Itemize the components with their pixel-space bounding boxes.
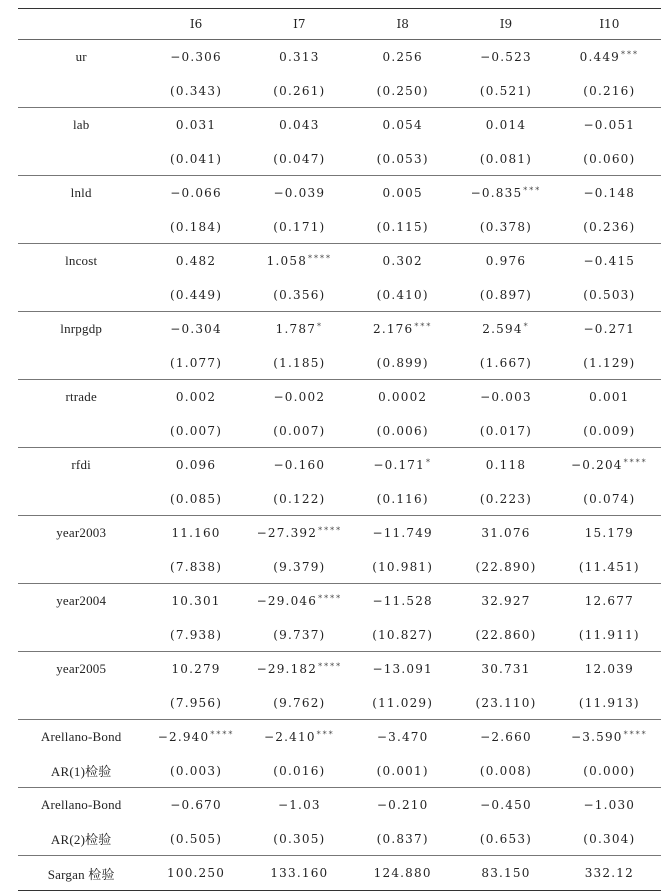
coef-cell [144, 448, 247, 483]
coef-value: −2.940 [157, 730, 210, 744]
coef-value: 30.731 [481, 662, 531, 676]
std-error-cell: (0.261) [248, 74, 351, 108]
variable-label: year2004 [56, 593, 107, 608]
coef-cell [454, 788, 557, 823]
coef-value: −11.528 [372, 594, 433, 608]
variable-label-2 [18, 210, 144, 244]
coef-value: −0.271 [583, 322, 636, 336]
std-error-cell: (0.016) [248, 754, 351, 788]
se-row [18, 210, 661, 244]
coef-cell [558, 40, 661, 75]
coef-cell [454, 584, 557, 619]
regression-table-container [18, 8, 661, 891]
coef-value: −0.306 [170, 50, 222, 64]
coef-cell [454, 380, 557, 415]
coef-cell [248, 652, 351, 687]
std-error-cell: (0.003) [144, 754, 247, 788]
std-error-cell: (0.001) [351, 754, 454, 788]
std-error-cell: (0.343) [144, 74, 247, 108]
coef-value: 12.039 [584, 662, 634, 676]
coef-cell [144, 788, 247, 823]
coef-cell [454, 652, 557, 687]
table-body [18, 40, 661, 891]
coef-cell [351, 788, 454, 823]
std-error-cell: (0.081) [454, 142, 557, 176]
header-cell: I6 [144, 9, 247, 40]
coef-row [18, 448, 661, 483]
coef-row [18, 652, 661, 687]
coef-value: −0.523 [480, 50, 532, 64]
std-error-cell: (0.115) [351, 210, 454, 244]
std-error-cell: (0.503) [558, 278, 661, 312]
std-error-cell: (11.911) [558, 618, 661, 652]
variable-label-2 [18, 686, 144, 720]
coef-value: 32.927 [481, 594, 531, 608]
std-error-cell: (10.827) [351, 618, 454, 652]
std-error-cell: (1.129) [558, 346, 661, 380]
header-cell: I10 [558, 9, 661, 40]
coef-value: −13.091 [372, 662, 433, 676]
coef-value: 10.301 [171, 594, 221, 608]
coef-cell [144, 312, 247, 347]
std-error-cell: (0.007) [248, 414, 351, 448]
coef-cell [558, 584, 661, 619]
variable-label: rtrade [65, 389, 97, 404]
coef-value: 11.160 [171, 526, 221, 540]
coef-cell [351, 108, 454, 143]
coef-cell [248, 380, 351, 415]
coef-cell [144, 380, 247, 415]
coef-cell [454, 516, 557, 551]
coef-cell [454, 108, 557, 143]
coef-value: −1.030 [583, 798, 636, 812]
coef-cell [248, 176, 351, 211]
std-error-cell: (0.007) [144, 414, 247, 448]
coef-value: −0.171 [373, 458, 425, 472]
se-row [18, 618, 661, 652]
header-cell: I7 [248, 9, 351, 40]
std-error-cell: (9.379) [248, 550, 351, 584]
coef-value: 0.449 [579, 50, 620, 64]
coef-cell [144, 720, 247, 755]
coef-cell [248, 448, 351, 483]
coef-value: 0.043 [279, 118, 320, 132]
coef-cell [351, 176, 454, 211]
coef-value: −0.415 [583, 254, 636, 268]
significance-stars: **** [623, 730, 648, 739]
sargan-cell: 332.12 [558, 856, 661, 891]
std-error-cell: (0.899) [351, 346, 454, 380]
coef-row [18, 720, 661, 755]
coef-value: −2.410 [264, 730, 316, 744]
coef-value: −0.160 [273, 458, 326, 472]
std-error-cell: (22.890) [454, 550, 557, 584]
coef-value: −3.470 [376, 730, 429, 744]
coef-cell [558, 720, 661, 755]
coef-value: 0.014 [485, 118, 527, 132]
coef-value: −0.204 [571, 458, 623, 472]
std-error-cell: (0.356) [248, 278, 351, 312]
coef-cell [144, 516, 247, 551]
header-cell: I8 [351, 9, 454, 40]
std-error-cell: (0.236) [558, 210, 661, 244]
coef-cell [558, 244, 661, 279]
coef-value: −11.749 [372, 526, 433, 540]
significance-stars: **** [308, 254, 333, 263]
coef-value: 10.279 [171, 662, 221, 676]
std-error-cell: (0.006) [351, 414, 454, 448]
variable-label-2: AR(2)检验 [18, 822, 144, 856]
variable-label-2 [18, 74, 144, 108]
coef-value: 15.179 [584, 526, 634, 540]
coef-value: 31.076 [481, 526, 531, 540]
coef-cell [144, 652, 247, 687]
std-error-cell: (0.017) [454, 414, 557, 448]
significance-stars: *** [316, 730, 335, 739]
coef-cell [454, 448, 557, 483]
coef-cell [558, 788, 661, 823]
std-error-cell: (7.956) [144, 686, 247, 720]
significance-stars: **** [210, 730, 235, 739]
variable-label: Arellano-Bond [40, 729, 122, 744]
significance-stars: *** [414, 322, 433, 331]
coef-value: −29.182 [256, 662, 318, 676]
coef-cell [144, 176, 247, 211]
coef-value: −27.392 [256, 526, 318, 540]
coef-value: 1.058 [266, 254, 308, 268]
table-header [18, 9, 661, 40]
coef-cell [558, 380, 661, 415]
std-error-cell: (0.223) [454, 482, 557, 516]
std-error-cell: (0.653) [454, 822, 557, 856]
coef-cell [351, 380, 454, 415]
coef-value: 0.002 [175, 390, 217, 404]
variable-label-2 [18, 414, 144, 448]
header-cell [18, 9, 144, 40]
coef-cell [351, 40, 454, 75]
se-row [18, 482, 661, 516]
std-error-cell: (0.505) [144, 822, 247, 856]
significance-stars: **** [318, 594, 343, 603]
header-cell: I9 [454, 9, 557, 40]
std-error-cell: (0.410) [351, 278, 454, 312]
sargan-cell: 133.160 [248, 856, 351, 891]
se-row [18, 414, 661, 448]
variable-label-2 [18, 550, 144, 584]
coef-cell [558, 312, 661, 347]
variable-label: rfdi [71, 457, 91, 472]
coef-cell [558, 516, 661, 551]
se-row [18, 142, 661, 176]
coef-row [18, 788, 661, 823]
coef-value: 0.001 [589, 390, 630, 404]
coef-cell [558, 448, 661, 483]
significance-stars: **** [318, 526, 343, 535]
se-row [18, 822, 661, 856]
sargan-row [18, 856, 661, 891]
variable-label: lnld [70, 185, 92, 200]
variable-label: lncost [65, 253, 98, 268]
coef-value: 0.005 [382, 186, 423, 200]
coef-cell [144, 40, 247, 75]
se-row [18, 550, 661, 584]
coef-cell [454, 40, 557, 75]
std-error-cell: (11.451) [558, 550, 661, 584]
coef-cell [248, 720, 351, 755]
std-error-cell: (0.000) [558, 754, 661, 788]
coef-cell [454, 244, 557, 279]
std-error-cell: (0.521) [454, 74, 557, 108]
coef-value: −1.03 [277, 798, 321, 812]
std-error-cell: (0.074) [558, 482, 661, 516]
std-error-cell: (23.110) [454, 686, 557, 720]
significance-stars: **** [318, 662, 343, 671]
coef-value: −0.003 [480, 390, 532, 404]
se-row [18, 754, 661, 788]
coef-cell [248, 584, 351, 619]
coef-value: 2.594 [482, 322, 523, 336]
coef-cell [248, 788, 351, 823]
variable-label: ur [75, 49, 87, 64]
std-error-cell: (0.837) [351, 822, 454, 856]
std-error-cell: (0.216) [558, 74, 661, 108]
sargan-cell: 83.150 [454, 856, 557, 891]
coef-value: 1.787 [275, 322, 317, 336]
coef-value: 0.313 [279, 50, 320, 64]
std-error-cell: (0.047) [248, 142, 351, 176]
variable-label-2 [18, 346, 144, 380]
variable-label: year2005 [56, 661, 107, 676]
std-error-cell: (0.041) [144, 142, 247, 176]
coef-row [18, 108, 661, 143]
std-error-cell: (11.029) [351, 686, 454, 720]
coef-row [18, 176, 661, 211]
coef-cell [351, 244, 454, 279]
std-error-cell: (0.053) [351, 142, 454, 176]
coef-value: −0.051 [583, 118, 636, 132]
coef-cell [351, 516, 454, 551]
coef-value: −0.039 [273, 186, 326, 200]
std-error-cell: (0.250) [351, 74, 454, 108]
coef-value: −0.066 [170, 186, 222, 200]
variable-label-2: AR(1)检验 [18, 754, 144, 788]
coef-cell [248, 40, 351, 75]
se-row [18, 686, 661, 720]
significance-stars: * [317, 322, 324, 331]
coef-value: −0.450 [480, 798, 532, 812]
coef-value: 0.0002 [378, 390, 428, 404]
coef-cell [351, 652, 454, 687]
coef-row [18, 516, 661, 551]
std-error-cell: (9.737) [248, 618, 351, 652]
variable-label: year2003 [56, 525, 107, 540]
std-error-cell: (0.060) [558, 142, 661, 176]
se-row [18, 346, 661, 380]
coef-cell [248, 108, 351, 143]
coef-value: 0.054 [382, 118, 423, 132]
coef-cell [144, 108, 247, 143]
sargan-cell: 124.880 [351, 856, 454, 891]
std-error-cell: (0.171) [248, 210, 351, 244]
coef-cell [351, 584, 454, 619]
coef-value: 0.482 [175, 254, 217, 268]
std-error-cell: (0.304) [558, 822, 661, 856]
std-error-cell: (0.122) [248, 482, 351, 516]
variable-label: lab [72, 117, 90, 132]
significance-stars: * [523, 322, 530, 331]
significance-stars: * [425, 458, 432, 467]
sargan-cell: 100.250 [144, 856, 247, 891]
coef-cell [351, 312, 454, 347]
coef-value: −0.148 [583, 186, 636, 200]
std-error-cell: (22.860) [454, 618, 557, 652]
std-error-cell: (0.184) [144, 210, 247, 244]
std-error-cell: (7.838) [144, 550, 247, 584]
std-error-cell: (0.449) [144, 278, 247, 312]
std-error-cell: (9.762) [248, 686, 351, 720]
coef-value: 0.976 [485, 254, 527, 268]
std-error-cell: (1.077) [144, 346, 247, 380]
std-error-cell: (0.305) [248, 822, 351, 856]
coef-value: 0.096 [175, 458, 217, 472]
variable-label-2 [18, 482, 144, 516]
variable-label: lnrpgdp [60, 321, 103, 336]
std-error-cell: (7.938) [144, 618, 247, 652]
variable-label-2 [18, 278, 144, 312]
std-error-cell: (1.185) [248, 346, 351, 380]
std-error-cell: (0.085) [144, 482, 247, 516]
coef-cell [454, 176, 557, 211]
coef-value: 0.256 [382, 50, 423, 64]
std-error-cell: (1.667) [454, 346, 557, 380]
coef-cell [144, 584, 247, 619]
coef-cell [454, 312, 557, 347]
coef-value: −0.835 [470, 186, 523, 200]
coef-value: −0.210 [376, 798, 429, 812]
coef-value: 12.677 [584, 594, 634, 608]
coef-value: 2.176 [372, 322, 414, 336]
coef-cell [351, 448, 454, 483]
significance-stars: **** [623, 458, 648, 467]
std-error-cell: (10.981) [351, 550, 454, 584]
coef-row [18, 40, 661, 75]
coef-cell [351, 720, 454, 755]
coef-row [18, 584, 661, 619]
significance-stars: *** [523, 186, 542, 195]
coef-row [18, 380, 661, 415]
variable-label-2 [18, 142, 144, 176]
coef-cell [248, 312, 351, 347]
coef-value: −3.590 [571, 730, 623, 744]
variable-label: Arellano-Bond [40, 797, 122, 812]
coef-cell [558, 176, 661, 211]
coef-row [18, 312, 661, 347]
header-row [18, 9, 661, 40]
coef-cell [454, 720, 557, 755]
regression-table [18, 8, 661, 891]
std-error-cell: (0.378) [454, 210, 557, 244]
coef-cell [144, 244, 247, 279]
coef-row [18, 244, 661, 279]
variable-label-2 [18, 618, 144, 652]
coef-cell [558, 652, 661, 687]
se-row [18, 74, 661, 108]
coef-cell [558, 108, 661, 143]
std-error-cell: (0.897) [454, 278, 557, 312]
significance-stars: *** [621, 50, 639, 59]
coef-value: −2.660 [480, 730, 532, 744]
std-error-cell: (11.913) [558, 686, 661, 720]
coef-value: −0.670 [170, 798, 222, 812]
std-error-cell: (0.116) [351, 482, 454, 516]
coef-value: −0.002 [273, 390, 326, 404]
coef-cell [248, 244, 351, 279]
coef-value: 0.118 [485, 458, 527, 472]
std-error-cell: (0.009) [558, 414, 661, 448]
coef-value: 0.302 [382, 254, 423, 268]
se-row [18, 278, 661, 312]
coef-value: 0.031 [175, 118, 217, 132]
coef-cell [248, 516, 351, 551]
coef-value: −29.046 [256, 594, 318, 608]
std-error-cell: (0.008) [454, 754, 557, 788]
coef-value: −0.304 [170, 322, 222, 336]
variable-label: Sargan 检验 [18, 856, 144, 891]
